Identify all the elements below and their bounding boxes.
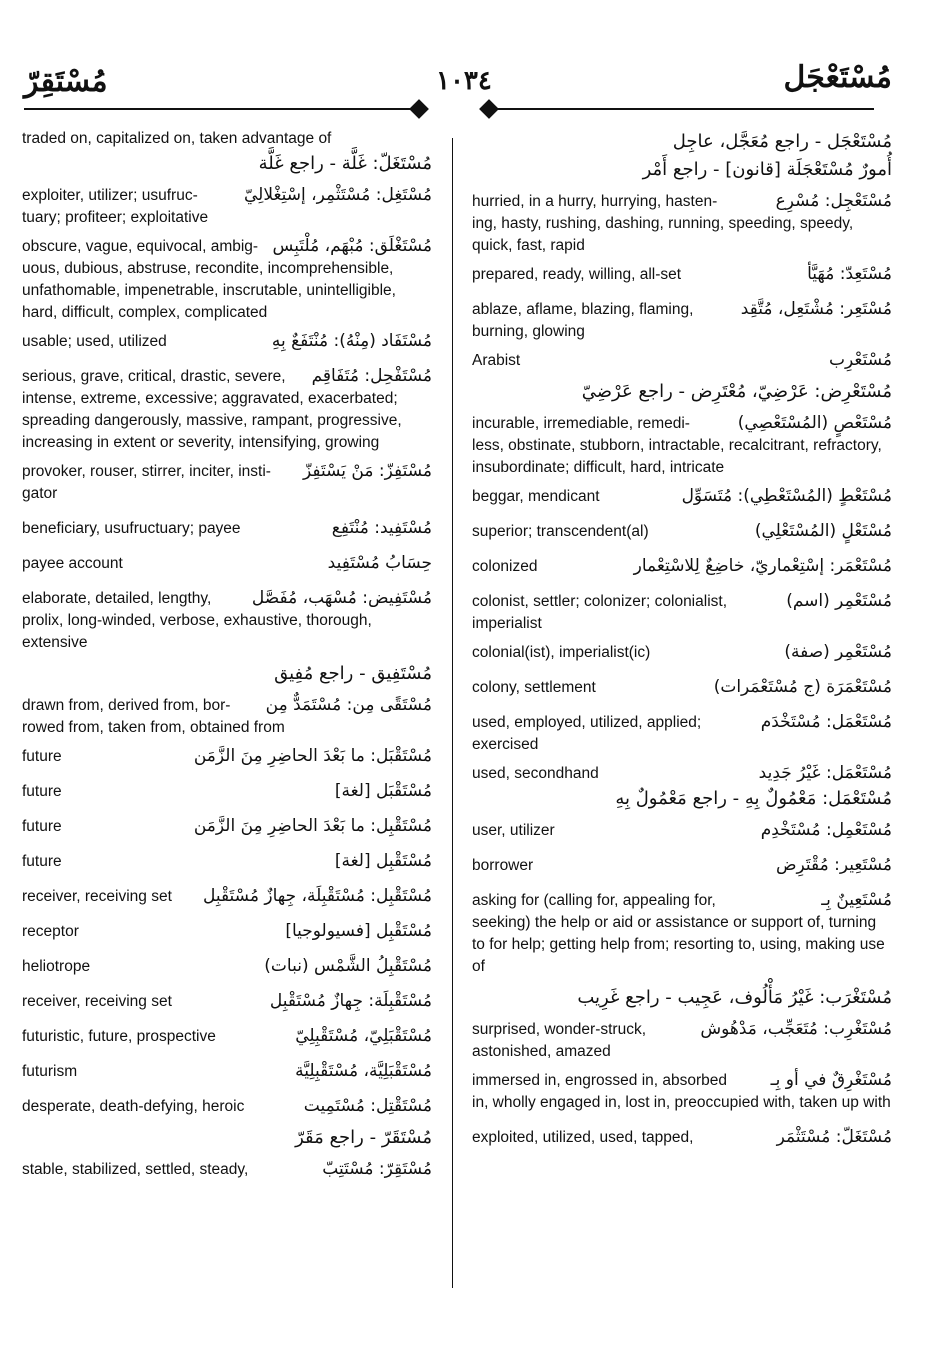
entry-arabic: مُسْتَعْمَر: إسْتِعْماريّ، خاضِعٌ لِلاسْتِعْمار (633, 556, 892, 576)
dictionary-entry (22, 1158, 432, 1181)
dictionary-entry (472, 190, 892, 213)
entry-arabic: مُسْتَعِدّ: مُهَيَّأ (807, 264, 892, 284)
dictionary-entry (472, 711, 892, 734)
entry-arabic: مُسْتَغِل: مُسْتَثْمِر، إسْتِغْلالِيّ (243, 185, 432, 205)
entry-arabic: مُسْتَفَاد (مِنْهُ): مُنْتَفَعٌ بِهِ (271, 331, 432, 351)
entry-arabic: مُسْتَعْمَل: مُسْتَخْدَم (760, 712, 892, 732)
entry-arabic: مُسْتَفِيض: مُسْهَب، مُفَصَّل (251, 588, 432, 608)
entry-arabic: مُسْتَقْبَلِيّ، مُسْتَقْبِلِيّ (295, 1026, 432, 1046)
entry-english: ablaze, aflame, blazing, flaming, (472, 301, 694, 318)
dictionary-entry (472, 412, 892, 435)
entry-continuation: in, wholly engaged in, lost in, preoccupied with, taken up with (472, 1094, 891, 1111)
entry-english: prepared, ready, willing, all-set (472, 266, 682, 283)
dictionary-entry (472, 641, 892, 664)
dictionary-entry (22, 587, 432, 610)
entry-continuation: traded on, capitalized on, taken advantage of (22, 130, 332, 147)
entry-continuation: imperialist (472, 615, 542, 632)
entry-english: beneficiary, usufructuary; payee (22, 520, 241, 537)
right-column (472, 128, 892, 1149)
dictionary-entry (22, 1025, 432, 1048)
entry-arabic: مُسْتَغْرِب: مُتَعَجِّب، مَدْهُوش (700, 1019, 892, 1039)
entry-english: Arabist (472, 352, 521, 369)
dictionary-entry (472, 590, 892, 613)
dictionary-entry (22, 955, 432, 978)
entry-english: colonial(ist), imperialist(ic) (472, 644, 651, 661)
dictionary-entry (22, 850, 432, 873)
dictionary-entry (22, 815, 432, 838)
entry-arabic: مُسْتَعْصٍ (المُسْتَعْصِي) (737, 413, 892, 433)
entry-english: borrower (472, 857, 534, 874)
entry-arabic: مُسْتَعْلٍ (المُسْتَعْلِي) (754, 521, 892, 541)
entry-arabic: مُسْتَغْلَق: مُبْهَم، مُلْتَبِس (272, 236, 432, 256)
entry-arabic: حِسَابُ مُسْتَفِيد (327, 553, 432, 573)
entry-english: future (22, 853, 62, 870)
entry-english: superior; transcendent(al) (472, 523, 649, 540)
dictionary-entry (472, 889, 892, 912)
entry-arabic: مُسْتَغَلّ: مُسْتَثْمَر (776, 1127, 892, 1147)
entry-english: colonized (472, 558, 538, 575)
left-column (22, 128, 432, 1181)
dictionary-entry (22, 990, 432, 1013)
entry-arabic: مُسْتَقْبِل: ما بَعْدَ الحاضِرِ مِنَ الزَّمَن (193, 816, 432, 836)
entry-english: elaborate, detailed, lengthy, (22, 590, 212, 607)
dictionary-entry (472, 1126, 892, 1149)
entry-english: heliotrope (22, 958, 91, 975)
diamond-ornament-left (409, 99, 429, 119)
entry-english: immersed in, engrossed in, absorbed (472, 1072, 728, 1089)
dictionary-entry (22, 694, 432, 717)
entry-arabic: مُسْتَقْبَلِيَّة، مُسْتَقْبِلِيَّة (295, 1061, 432, 1081)
entry-continuation: seeking) the help or aid or assistance or support of, turning to for help; getting help from; resorting to, using, making use of (472, 914, 885, 975)
entry-english: used, employed, utilized, applied; (472, 714, 702, 731)
entry-arabic: مُسْتَعِير: مُقْتَرِض (775, 855, 892, 875)
entry-english: desperate, death-defying, heroic (22, 1098, 245, 1115)
column-divider (452, 138, 453, 1288)
page-number: ١٠٣٤ (436, 66, 492, 96)
entry-arabic: مُسْتَقْتِل: مُسْتَمِيت (303, 1096, 432, 1116)
dictionary-entry (22, 184, 432, 207)
entry-continuation: tuary; profiteer; exploitative (22, 209, 209, 226)
entry-english: future (22, 748, 62, 765)
dictionary-entry (472, 485, 892, 508)
dictionary-entry (472, 819, 892, 842)
entry-arabic: مُسْتَعْجَل - راجع مُعَجَّل، عاجِل (672, 131, 892, 152)
entry-english: payee account (22, 555, 123, 572)
dictionary-entry (22, 1095, 432, 1118)
entry-continuation: prolix, long-winded, verbose, exhaustive, thorough, extensive (22, 612, 372, 651)
entry-arabic: مُسْتَعْرِض: عَرْضِيّ، مُعْتَرِض - راجع عَرْضِيّ (581, 381, 892, 402)
dictionary-entry (22, 365, 432, 388)
entry-english: futuristic, future, prospective (22, 1028, 216, 1045)
entry-continuation: less, obstinate, stubborn, intractable, recalcitrant, refractory, insubordinate; difficult, hard, intricate (472, 437, 882, 476)
entry-english: exploited, utilized, used, tapped, (472, 1129, 694, 1146)
entry-english: future (22, 783, 62, 800)
entry-arabic: أُمورٌ مُسْتَعْجَلَة [قانون] - راجع أَمْر (642, 159, 892, 180)
entry-english: beggar, mendicant (472, 488, 600, 505)
entry-english: futurism (22, 1063, 78, 1080)
entry-arabic: مُسْتَقْبِل [لغة] (334, 851, 432, 871)
guide-word-right: مُسْتَعْجَل (783, 60, 892, 95)
entry-english: used, secondhand (472, 765, 599, 782)
dictionary-entry (472, 263, 892, 286)
entry-arabic: مُسْتَفِيد: مُنْتَفِع (331, 518, 432, 538)
entry-arabic: مُسْتَغْرَب: غَيْرُ مَأْلُوف، عَجِيب - راجع غَرِيب (577, 987, 892, 1008)
dictionary-entry (22, 920, 432, 943)
dictionary-entry (22, 460, 432, 483)
entry-english: receptor (22, 923, 79, 940)
entry-arabic: مُسْتَعْمِر (اسم) (786, 591, 892, 611)
dictionary-entry (472, 1069, 892, 1092)
entry-english: usable; used, utilized (22, 333, 167, 350)
entry-arabic: مُسْتَقْبِل: مُسْتَقْبِلَة، جِهازٌ مُسْتَقْبِل (202, 886, 432, 906)
entry-arabic: مُسْتَفِزّ: مَنْ يَسْتَفِزّ (303, 461, 432, 481)
entry-english: future (22, 818, 62, 835)
entry-arabic: مُسْتَقْبَل [لغة] (334, 781, 432, 801)
dictionary-entry (472, 520, 892, 543)
entry-arabic: مُسْتَعْمَرَة (ج مُسْتَعْمَرات) (713, 677, 892, 697)
entry-arabic: مُسْتَعِينٌ بِـ (821, 890, 892, 910)
entry-arabic: مُسْتَقْبَل: ما بَعْدَ الحاضِرِ مِنَ الزَّمَن (193, 746, 432, 766)
entry-arabic: مُسْتَغَلّ: غَلَّة - راجع غَلَّة (258, 153, 432, 174)
entry-arabic: مُسْتَفْحِل: مُتَفَاقِم (311, 366, 432, 386)
entry-english: user, utilizer (472, 822, 555, 839)
entry-english: exploiter, utilizer; usufruc- (22, 187, 198, 204)
entry-arabic: مُسْتَعْمَل: مَعْمُولٌ بِهِ - راجع مَعْمُولٌ بِهِ (615, 788, 892, 809)
dictionary-entry (472, 555, 892, 578)
entry-english: hurried, in a hurry, hurrying, hasten- (472, 193, 718, 210)
entry-arabic: مُسْتَقْبِل [فسيولوجيا] (285, 921, 432, 941)
entry-arabic: مُسْتَعْمَل: غَيْرُ جَدِيد (758, 763, 892, 783)
dictionary-entry (22, 1060, 432, 1083)
entry-arabic: مُسْتَقًى مِن: مُسْتَمَدٌّ مِن (265, 695, 432, 715)
entry-english: stable, stabilized, settled, steady, (22, 1161, 249, 1178)
header-rule-right (494, 108, 874, 110)
entry-continuation: astonished, amazed (472, 1043, 611, 1060)
entry-arabic: مُسْتَقَرّ - راجع مَقَرّ (295, 1127, 432, 1148)
dictionary-entry (22, 745, 432, 768)
dictionary-entry (22, 235, 432, 258)
entry-arabic: مُسْتَعْرِب (829, 350, 892, 370)
entry-arabic: مُسْتَقْبِلَة: جِهازٌ مُسْتَقْبِل (269, 991, 432, 1011)
header-rule-left (24, 108, 414, 110)
entry-english: colonist, settler; colonizer; colonialist, (472, 593, 728, 610)
entry-english: obscure, vague, equivocal, ambig- (22, 238, 259, 255)
entry-continuation: uous, dubious, abstruse, recondite, incomprehensible, unfathomable, impenetrable, inscrutable, unintelligible, hard, difficult, complex, complicated (22, 260, 396, 321)
entry-english: provoker, rouser, stirrer, inciter, insti- (22, 463, 271, 480)
dictionary-entry (22, 330, 432, 353)
entry-english: colony, settlement (472, 679, 596, 696)
entry-arabic: مُسْتَعْجِل: مُسْرِع (775, 191, 892, 211)
entry-arabic: مُسْتَقِرّ: مُسْتَتِبّ (322, 1159, 432, 1179)
entry-arabic: مُسْتَعِر: مُشْتَعِل، مُتَّقِد (740, 299, 892, 319)
entry-continuation: burning, glowing (472, 323, 585, 340)
entry-continuation: gator (22, 485, 58, 502)
dictionary-entry (472, 349, 892, 372)
entry-english: asking for (calling for, appealing for, (472, 892, 716, 909)
entry-arabic: مُسْتَغْرِقٌ في أو بِـ (770, 1070, 892, 1090)
dictionary-entry (22, 780, 432, 803)
dictionary-entry (472, 676, 892, 699)
entry-english: receiver, receiving set (22, 888, 172, 905)
guide-word-left: مُسْتَقِرّ (24, 64, 108, 99)
entry-english: serious, grave, critical, drastic, severe, (22, 368, 286, 385)
entry-continuation: ing, hasty, rushing, dashing, running, speeding, speedy, quick, fast, rapid (472, 215, 854, 254)
entry-english: incurable, irremediable, remedi- (472, 415, 690, 432)
dictionary-entry (22, 885, 432, 908)
dictionary-entry (472, 762, 892, 785)
entry-continuation: exercised (472, 736, 539, 753)
dictionary-entry (22, 517, 432, 540)
dictionary-entry (472, 854, 892, 877)
entry-arabic: مُسْتَقْبِلُ الشَّمْس (نبات) (264, 956, 432, 976)
dictionary-entry (472, 1018, 892, 1041)
entry-arabic: مُسْتَعْمِر (صفة) (784, 642, 892, 662)
dictionary-entry (472, 298, 892, 321)
entry-arabic: مُسْتَفِيق - راجع مُفِيق (274, 663, 432, 684)
entry-english: receiver, receiving set (22, 993, 172, 1010)
entry-continuation: intense, extreme, excessive; aggravated, exacerbated; spreading dangerously, massive, rampant, progressive, increasing in extent or severity, intensifying, growing (22, 390, 402, 451)
dictionary-entry (22, 552, 432, 575)
entry-arabic: مُسْتَعْمِل: مُسْتَخْدِم (760, 820, 892, 840)
entry-continuation: rowed from, taken from, obtained from (22, 719, 285, 736)
entry-english: surprised, wonder-struck, (472, 1021, 647, 1038)
entry-english: drawn from, derived from, bor- (22, 697, 231, 714)
entry-arabic: مُسْتَعْطٍ (المُسْتَعْطِي): مُتَسَوِّل (681, 486, 892, 506)
